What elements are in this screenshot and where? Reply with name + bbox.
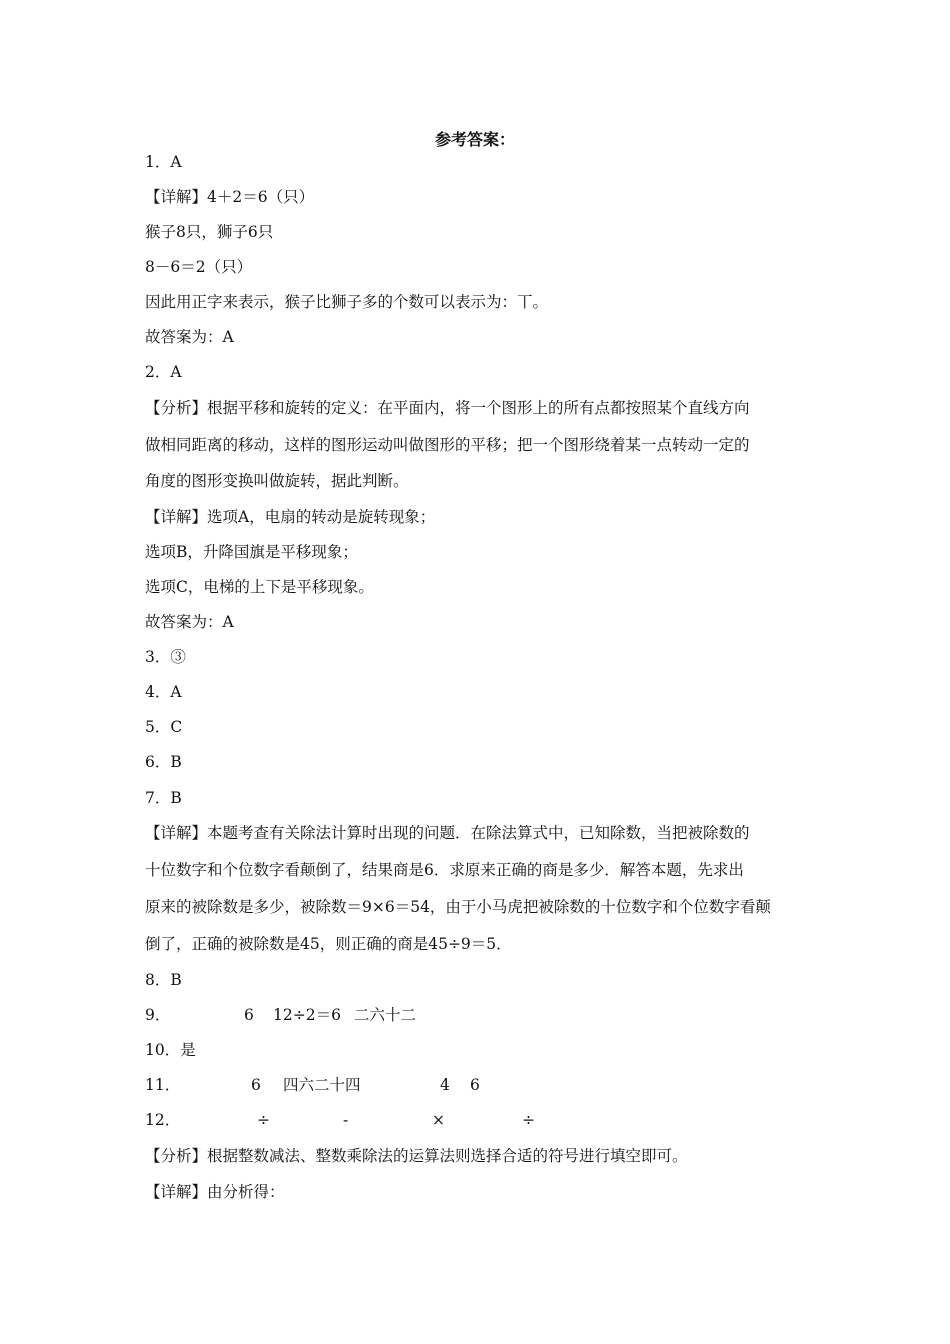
q9-blank-3: 二六十二 [354,1006,417,1024]
answer-line: 2．A [145,363,182,381]
q11-number: 11． [145,1076,181,1094]
answer-line: 做相同距离的移动，这样的图形运动叫做图形的平移；把一个图形绕着某一点转动一定的 [145,436,750,454]
answer-line: 角度的图形变换叫做旋转，据此判断。 [145,472,409,490]
q12-blank-2: - [343,1111,349,1129]
answer-line: 8．B [145,971,182,989]
answer-line: 猴子8只，狮子6只 [145,223,274,241]
q11-blank-3: 4 [440,1076,450,1094]
answer-line: 7．B [145,789,182,807]
answer-line: 【详解】选项A，电扇的转动是旋转现象； [145,508,436,526]
page-title: 参考答案： [434,130,515,149]
answer-line: 5．C [145,718,183,736]
q12-blank-1: ÷ [257,1111,270,1129]
answer-line: 【详解】由分析得： [145,1183,285,1201]
q9-blank-2: 12÷2＝6 [273,1006,341,1024]
answer-line: 【分析】根据整数减法、整数乘除法的运算法则选择合适的符号进行填空即可。 [145,1147,688,1165]
answer-line: 故答案为：A [145,613,234,631]
answer-line: 【分析】根据平移和旋转的定义：在平面内，将一个图形上的所有点都按照某个直线方向 [145,399,750,417]
answer-line: 故答案为：A [145,328,234,346]
q11-blank-1: 6 [251,1076,261,1094]
answer-q11 [145,1073,180,1097]
answer-line: 选项C，电梯的上下是平移现象。 [145,578,374,596]
answer-line: 倒了，正确的被除数是45，则正确的商是45÷9＝5． [145,935,512,953]
answer-line: 【详解】本题考查有关除法计算时出现的问题．在除法算式中，已知除数，当把被除数的 [145,824,750,842]
answer-q12 [145,1108,180,1132]
answer-line: 4．A [145,683,182,701]
answer-line: 因此用正字来表示，猴子比狮子多的个数可以表示为：丅。 [145,293,549,311]
q11-blank-4: 6 [470,1076,480,1094]
q9-blank-1: 6 [244,1006,254,1024]
answer-q9 [145,1003,170,1027]
answer-line: 十位数字和个位数字看颠倒了，结果商是6．求原来正确的商是多少．解答本题，先求出 [145,861,744,879]
answer-line: 8－6＝2（只） [145,258,253,276]
q11-blank-2: 四六二十四 [283,1076,361,1094]
q12-blank-3: × [432,1111,445,1129]
answer-line: 原来的被除数是多少，被除数＝9×6＝54，由于小马虎把被除数的十位数字和个位数字看颠 [145,898,771,916]
answer-line: 3．③ [145,648,186,666]
q12-blank-4: ÷ [522,1111,535,1129]
answer-q10: 10．是 [145,1041,196,1059]
answer-line: 6．B [145,753,182,771]
q9-number: 9． [145,1006,171,1024]
q12-number: 12． [145,1111,181,1129]
answer-line: 【详解】4＋2＝6（只） [145,188,315,206]
answer-line: 1．A [145,153,182,171]
answer-line: 选项B，升降国旗是平移现象； [145,543,358,561]
